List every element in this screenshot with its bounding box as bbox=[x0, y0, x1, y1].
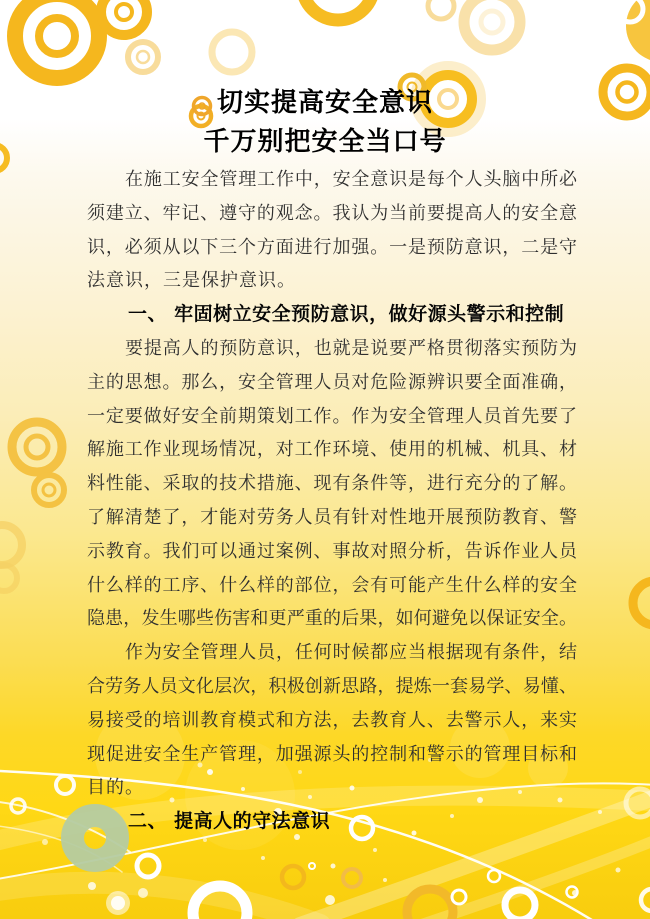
body-line: 什么样的工序、什么样的部位，会有可能产生什么样的安全 bbox=[87, 574, 577, 596]
document-body bbox=[87, 163, 577, 839]
body-line: 示教育。我们可以通过案例、事故对照分析，告诉作业人员 bbox=[87, 540, 577, 562]
document-title bbox=[0, 84, 650, 162]
body-line: 作为安全管理人员，任何时候都应当根据现有条件，结 bbox=[125, 642, 577, 664]
body-line: 合劳务人员文化层次，积极创新思路，提炼一套易学、易懂、 bbox=[87, 675, 577, 697]
body-line: 现促进安全生产管理，加强源头的控制和警示的管理目标和 bbox=[87, 743, 577, 765]
body-line: 料性能、采取的技术措施、现有条件等，进行充分的了解。 bbox=[87, 473, 577, 495]
body-line: 一定要做好安全前期策划工作。作为安全管理人员首先要了 bbox=[87, 405, 577, 427]
body-line: 要提高人的预防意识，也就是说要严格贯彻落实预防为 bbox=[125, 337, 577, 359]
body-line: 识，必须从以下三个方面进行加强。一是预防意识，二是守 bbox=[87, 236, 577, 258]
section-heading-2: 二、 提高人的守法意识 bbox=[128, 810, 331, 833]
body-line: 法意识，三是保护意识。 bbox=[87, 270, 296, 292]
body-line: 主的思想。那么，安全管理人员对危险源辨识要全面准确， bbox=[87, 371, 577, 393]
title-line-1: 切实提高安全意识 bbox=[216, 88, 433, 118]
body-line: 了解清楚了，才能对劳务人员有针对性地开展预防教育、警 bbox=[87, 506, 577, 528]
body-line: 目的。 bbox=[87, 777, 144, 799]
body-line: 解施工作业现场情况，对工作环境、使用的机械、机具、材 bbox=[87, 439, 577, 461]
body-line: 易接受的培训教育模式和方法，去教育人、去警示人，来实 bbox=[87, 709, 577, 731]
section-heading-1: 一、 牢固树立安全预防意识，做好源头警示和控制 bbox=[128, 303, 565, 326]
right-edge-ring-decoration bbox=[633, 581, 650, 625]
body-line: 隐患，发生哪些伤害和更严重的后果，如何避免以保证安全。 bbox=[87, 608, 577, 630]
body-line: 须建立、牢记、遵守的观念。我认为当前要提高人的安全意 bbox=[87, 202, 577, 224]
body-line: 在施工安全管理工作中，安全意识是每个人头脑中所必 bbox=[125, 169, 577, 190]
mid-left-rings-decoration bbox=[0, 422, 64, 591]
title-line-2: 千万别把安全当口号 bbox=[203, 127, 447, 157]
